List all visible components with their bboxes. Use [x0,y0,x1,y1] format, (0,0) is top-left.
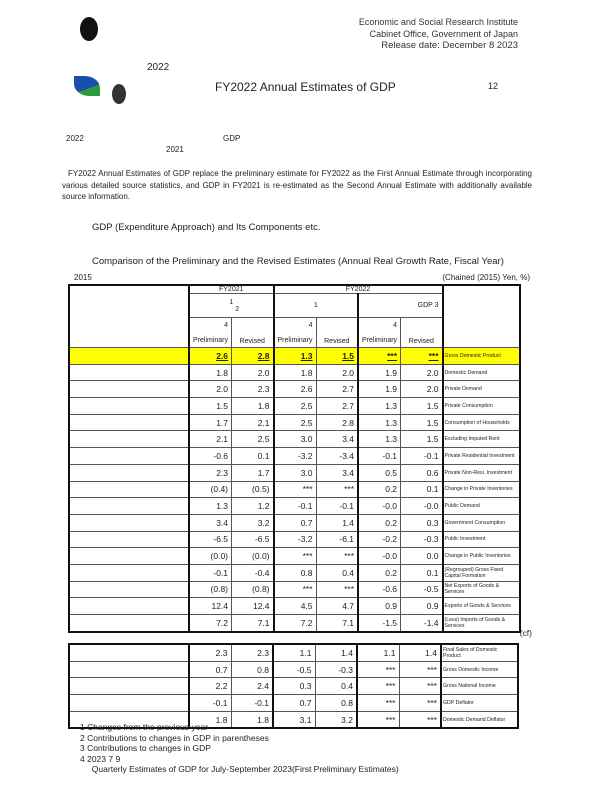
page-title: FY2022 Annual Estimates of GDP [215,80,396,94]
value-cell: 7.1 [316,615,358,632]
value-cell: 1.5 [189,398,232,415]
value-cell: 3.1 [273,711,315,728]
value-cell: 1.8 [232,398,274,415]
value-cell: -6.5 [189,531,232,548]
intro-year-2021: 2021 [166,145,184,154]
row-label: Private Consumption [443,398,520,415]
value-cell: 0.7 [274,514,317,531]
value-cell: 1.3 [358,414,401,431]
row-indent [69,598,189,615]
value-cell: *** [357,711,399,728]
table-row [69,581,520,598]
value-cell: 0.8 [231,661,273,678]
row-indent [69,381,189,398]
row-indent [69,498,189,515]
value-cell: 0.4 [315,678,357,695]
value-cell: 2.1 [189,431,232,448]
footnotes [80,722,399,775]
org-parent: Cabinet Office, Government of Japan [369,29,518,39]
header-preliminary-label: Preliminary [362,336,398,344]
row-indent [69,431,189,448]
row-indent [69,414,189,431]
intro-year: 2022 [66,134,84,143]
row-indent [69,661,189,678]
note: 2 Contributions to changes in GDP in parentheses [80,732,269,743]
row-label: Exports of Goods & Services [443,598,520,615]
header-blank [69,285,189,348]
row-label: Excluding Imputed Rent [443,431,520,448]
value-cell: *** [274,581,317,598]
value-cell: 2.0 [401,381,443,398]
header-revised-label: Revised [408,338,434,345]
value-cell: 1.2 [232,498,274,515]
value-cell: 12.4 [232,598,274,615]
table-row [69,598,520,615]
value-cell: -3.2 [274,531,317,548]
table-row [69,348,520,365]
value-cell: *** [316,548,358,565]
value-cell: -1.4 [401,615,443,632]
row-indent [69,581,189,598]
row-label: Private Demand [443,381,520,398]
value-cell: 2.3 [231,644,273,661]
value-cell: 2.8 [232,348,274,365]
value-cell: -0.1 [316,498,358,515]
value-cell: 1.8 [274,364,317,381]
value-cell: *** [357,661,399,678]
value-cell: 0.7 [189,661,231,678]
value-cell: 3.2 [232,514,274,531]
value-cell: 0.1 [232,448,274,465]
value-cell: 2.7 [316,381,358,398]
value-cell: 1.3 [189,498,232,515]
value-cell: *** [274,481,317,498]
value-cell: 3.4 [316,431,358,448]
row-label: Gross Domestic Product [443,348,520,365]
value-cell: 1.5 [401,414,443,431]
value-cell: 1.9 [358,364,401,381]
value-cell: 0.9 [358,598,401,615]
value-cell: 2.5 [274,398,317,415]
value-cell: 2.5 [274,414,317,431]
row-label: Public Investment [443,531,520,548]
row-label: Government Consumption [443,514,520,531]
header-preliminary [189,318,232,348]
cf-label: (cf) [519,628,532,638]
row-label: (Regrouped) Gross Fixed Capital Formation [443,564,520,581]
header-revised [316,318,358,348]
cf-table [68,643,519,729]
value-cell: 2.0 [189,381,232,398]
value-cell: -0.6 [358,581,401,598]
value-cell: -0.1 [358,448,401,465]
value-cell: -6.5 [232,531,274,548]
value-cell: *** [399,695,441,712]
value-cell: 1.5 [401,431,443,448]
value-cell: 0.4 [316,564,358,581]
row-label: Public Demand [443,498,520,515]
row-indent [69,364,189,381]
value-cell: 0.3 [401,514,443,531]
value-cell: *** [357,678,399,695]
value-cell: 0.8 [274,564,317,581]
value-cell: 1.5 [316,348,358,365]
table-row [69,381,520,398]
value-cell: *** [399,678,441,695]
value-cell: -0.1 [189,695,231,712]
section-heading: GDP (Expenditure Approach) and Its Components etc. [92,222,321,233]
row-label: Gross Domestic Income [441,661,518,678]
base-year: 2015 [74,273,92,282]
value-cell: -0.1 [274,498,317,515]
value-cell: -0.1 [189,564,232,581]
value-cell: *** [358,348,401,365]
table-subtitle: Comparison of the Preliminary and the Revised Estimates (Annual Real Growth Rate, Fiscal Year) [92,256,504,267]
value-cell: 0.8 [315,695,357,712]
row-indent [69,678,189,695]
value-cell: 4.5 [274,598,317,615]
value-cell: 7.2 [274,615,317,632]
value-cell: *** [357,695,399,712]
esri-logo [80,17,98,41]
value-cell: 3.2 [315,711,357,728]
header-note-4: 4 [393,321,398,329]
value-cell: 1.8 [189,711,231,728]
value-cell: 1.1 [273,644,315,661]
table-row [69,398,520,415]
value-cell: (0.4) [189,481,232,498]
value-cell: 2.0 [316,364,358,381]
value-cell: (0.8) [189,581,232,598]
value-cell: 2.0 [401,364,443,381]
unit-label: (Chained (2015) Yen, %) [442,273,530,282]
value-cell: -3.2 [274,448,317,465]
value-cell: -0.1 [231,695,273,712]
table-row [69,448,520,465]
header-preliminary [358,318,401,348]
table-row [69,661,518,678]
value-cell: 3.4 [316,464,358,481]
value-cell: 0.6 [401,464,443,481]
value-cell: 1.8 [231,711,273,728]
header-revised-label: Revised [239,338,265,345]
row-indent [69,548,189,565]
value-cell: -1.5 [358,615,401,632]
value-cell: 1.9 [358,381,401,398]
value-cell: *** [274,548,317,565]
value-cell: 1.7 [189,414,232,431]
value-cell: *** [316,581,358,598]
value-cell: 1.7 [232,464,274,481]
value-cell: 2.3 [189,464,232,481]
row-indent [69,695,189,712]
header-revised [232,318,274,348]
header-revised-label: Revised [324,338,350,345]
table-row [69,364,520,381]
value-cell: 3.0 [274,431,317,448]
table-row [69,644,518,661]
comparison-table [68,284,521,633]
intro-gdp: GDP [223,134,241,143]
value-cell: 0.9 [401,598,443,615]
value-cell: 7.1 [232,615,274,632]
header-label-blank [443,285,520,348]
note: 4 2023 7 9 [80,753,121,764]
row-indent [69,464,189,481]
row-indent [69,615,189,632]
value-cell: 3.4 [189,514,232,531]
value-cell: 2.5 [232,431,274,448]
cabinet-office-logo [74,76,100,96]
value-cell: 0.1 [401,481,443,498]
value-cell: *** [401,348,443,365]
note: Quarterly Estimates of GDP for July-September 2023(First Preliminary Estimates) [80,764,399,774]
value-cell: (0.8) [232,581,274,598]
table-row [69,531,520,548]
value-cell: -0.2 [358,531,401,548]
header-preliminary [274,318,317,348]
value-cell: -0.5 [273,661,315,678]
note: 3 Contributions to changes in GDP [80,743,211,753]
header-note-fy2021: 1 2 [189,294,274,318]
value-cell: -0.0 [401,498,443,515]
value-cell: 2.4 [231,678,273,695]
row-label: Private Residential Investment [443,448,520,465]
value-cell: 1.4 [399,644,441,661]
value-cell: *** [399,711,441,728]
value-cell: -0.0 [358,498,401,515]
header-revised [401,318,443,348]
value-cell: 2.3 [232,381,274,398]
value-cell: 0.7 [273,695,315,712]
row-label: Gross National Income [441,678,518,695]
table-row [69,678,518,695]
row-label: Consumption of Households [443,414,520,431]
value-cell: 2.6 [189,348,232,365]
value-cell: 1.1 [357,644,399,661]
value-cell: -6.1 [316,531,358,548]
value-cell: 2.6 [274,381,317,398]
header-note-4: 4 [224,321,229,329]
value-cell: (0.0) [232,548,274,565]
value-cell: 1.5 [401,398,443,415]
header-note-4: 4 [308,321,313,329]
value-cell: 1.8 [189,364,232,381]
header-number: 12 [488,81,499,91]
intro-paragraph: FY2022 Annual Estimates of GDP replace the preliminary estimate for FY2022 as the First Annual Estimate through incorporating various detailed source statistics, and GDP in FY2021 is re-estimated as the Second Annual Estimate with additionally available source information. [62,169,532,201]
header-preliminary-label: Preliminary [193,336,229,344]
value-cell: -0.4 [232,564,274,581]
row-indent [69,398,189,415]
value-cell: 2.2 [189,678,231,695]
row-label: GDP Deflator [441,695,518,712]
value-cell: 0.2 [358,514,401,531]
row-label: Net Exports of Goods & Services [443,581,520,598]
value-cell: -0.6 [189,448,232,465]
row-indent [69,348,189,365]
value-cell: 1.3 [358,398,401,415]
row-label: Change in Private Inventories [443,481,520,498]
value-cell: 2.0 [232,364,274,381]
header-fy2021: FY2021 [189,285,274,294]
row-label: Change in Public Inventories [443,548,520,565]
value-cell: 2.1 [232,414,274,431]
table-row [69,414,520,431]
note: 1 Changes from the previous year [80,722,209,732]
value-cell: 2.8 [316,414,358,431]
row-label: Final Sales of Domestic Product [441,644,518,661]
row-indent [69,481,189,498]
value-cell: *** [316,481,358,498]
table-row [69,464,520,481]
header-year: 2022 [147,62,170,73]
row-indent [69,448,189,465]
row-label: Private Non-Resi. Investment [443,464,520,481]
value-cell: 4.7 [316,598,358,615]
value-cell: 0.3 [273,678,315,695]
table-row [69,695,518,712]
org-name: Economic and Social Research Institute [358,17,518,27]
row-label: (Less) Imports of Goods & Services [443,615,520,632]
value-cell: -0.3 [315,661,357,678]
org-info [359,16,518,52]
header-preliminary-label: Preliminary [277,336,313,344]
row-label: Domestic Demand Deflator [441,711,518,728]
value-cell: 0.5 [358,464,401,481]
value-cell: -0.0 [358,548,401,565]
value-cell: -0.3 [401,531,443,548]
row-label: Domestic Demand [443,364,520,381]
value-cell: (0.5) [232,481,274,498]
value-cell: 1.3 [358,431,401,448]
value-cell: 3.0 [274,464,317,481]
row-indent [69,514,189,531]
row-indent [69,564,189,581]
table-row [69,498,520,515]
value-cell: 1.4 [316,514,358,531]
value-cell: 12.4 [189,598,232,615]
value-cell: (0.0) [189,548,232,565]
value-cell: -0.1 [401,448,443,465]
row-indent [69,644,189,661]
esri-emblem-logo [112,84,126,104]
value-cell: 1.3 [274,348,317,365]
table-row [69,431,520,448]
value-cell: 0.0 [401,548,443,565]
row-indent [69,531,189,548]
header-fy2022: FY2022 [274,285,443,294]
value-cell: 1.4 [315,644,357,661]
release-date: Release date: December 8 2023 [381,40,518,51]
value-cell: 2.7 [316,398,358,415]
value-cell: 0.2 [358,564,401,581]
table-row [69,514,520,531]
header-note-1: 1 [274,294,359,318]
value-cell: 0.2 [358,481,401,498]
value-cell: 2.3 [189,644,231,661]
table-row [69,481,520,498]
value-cell: -3.4 [316,448,358,465]
header-note-gdp3: GDP 3 [358,294,443,318]
table-row [69,548,520,565]
table-row [69,615,520,632]
value-cell: -0.5 [401,581,443,598]
value-cell: 0.1 [401,564,443,581]
value-cell: *** [399,661,441,678]
table-row [69,564,520,581]
value-cell: 7.2 [189,615,232,632]
